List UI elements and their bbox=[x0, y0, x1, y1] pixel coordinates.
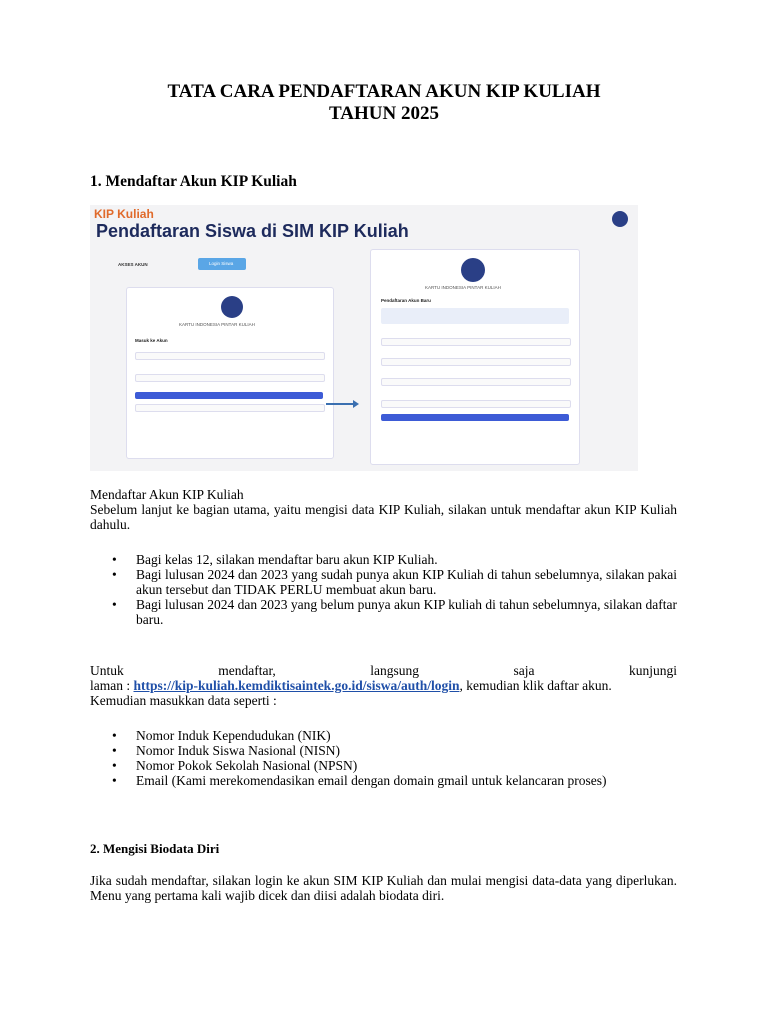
title-line-1: TATA CARA PENDAFTARAN AKUN KIP KULIAH bbox=[167, 81, 601, 102]
login-register-link bbox=[135, 404, 325, 412]
login-field-1 bbox=[135, 352, 325, 360]
section-2-heading: 2. Mengisi Biodata Diri bbox=[90, 841, 220, 856]
register-field-nisn bbox=[381, 358, 571, 366]
title-line-2: TAHUN 2025 bbox=[329, 103, 439, 124]
list-item: • Nomor Pokok Sekolah Nasional (NPSN) bbox=[90, 758, 677, 773]
flow-arrow-icon bbox=[326, 403, 354, 405]
login-submit bbox=[135, 392, 323, 399]
visit-line-2 bbox=[90, 678, 677, 693]
register-field-email bbox=[381, 400, 571, 408]
register-info-box bbox=[381, 308, 569, 324]
register-submit bbox=[381, 414, 569, 421]
list-item: • Email (Kami merekomendasikan email dengan domain gmail untuk kelancaran proses) bbox=[90, 773, 677, 788]
eligibility-list bbox=[90, 552, 677, 627]
login-field-2 bbox=[135, 374, 325, 382]
visit-prefix: laman : bbox=[90, 678, 134, 693]
visit-suffix: , kemudian klik daftar akun. bbox=[459, 678, 612, 693]
tab-login-siswa bbox=[198, 258, 246, 270]
kip-logo-icon bbox=[221, 296, 243, 318]
section-1-intro: Sebelum lanjut ke bagian utama, yaitu mengisi data KIP Kuliah, silakan untuk mendaftar akun KIP Kuliah dahulu. bbox=[90, 502, 677, 532]
list-item: • Nomor Induk Siswa Nasional (NISN) bbox=[90, 743, 677, 758]
required-fields-list bbox=[90, 728, 677, 788]
list-item: • Bagi lulusan 2024 dan 2023 yang belum punya akun KIP kuliah di tahun sebelumnya, silakan daftar baru. bbox=[90, 597, 677, 627]
screenshot-caption: Mendaftar Akun KIP Kuliah bbox=[90, 487, 244, 502]
visit-line-1: Untuk mendaftar, langsung saja kunjungi bbox=[90, 663, 677, 678]
tab-login-label: Login Siswa bbox=[209, 261, 234, 266]
login-panel bbox=[126, 287, 334, 459]
register-field-nik bbox=[381, 338, 571, 346]
list-item: • Bagi kelas 12, silakan mendaftar baru akun KIP Kuliah. bbox=[90, 552, 677, 567]
login-card-title: KARTU INDONESIA PINTAR KULIAH bbox=[179, 322, 255, 327]
register-heading: Pendaftaran Akun Baru bbox=[381, 298, 431, 303]
document-title bbox=[0, 81, 768, 125]
screenshot-brand: KIP Kuliah bbox=[94, 207, 154, 221]
register-field-npsn bbox=[381, 378, 571, 386]
list-item: • Nomor Induk Kependudukan (NIK) bbox=[90, 728, 677, 743]
register-card-title: KARTU INDONESIA PINTAR KULIAH bbox=[425, 285, 501, 290]
tab-akses-akun: AKSES AKUN bbox=[118, 262, 148, 267]
screenshot-banner: Pendaftaran Siswa di SIM KIP Kuliah bbox=[96, 221, 409, 241]
visit-line-3: Kemudian masukkan data seperti : bbox=[90, 693, 277, 708]
section-1-heading: 1. Mendaftar Akun KIP Kuliah bbox=[90, 173, 297, 190]
list-item: • Bagi lulusan 2024 dan 2023 yang sudah punya akun KIP Kuliah di tahun sebelumnya, silakan pakai akun tersebut dan TIDAK PERLU membuat akun baru. bbox=[90, 567, 677, 597]
ministry-logo-icon bbox=[612, 211, 628, 227]
register-panel bbox=[370, 249, 580, 465]
registration-link[interactable]: https://kip-kuliah.kemdiktisaintek.go.id/siswa/auth/login bbox=[133, 678, 460, 693]
registration-screenshot bbox=[90, 205, 638, 471]
login-heading: Masuk ke Akun bbox=[135, 338, 168, 343]
kip-logo-icon-2 bbox=[461, 258, 485, 282]
section-2-body: Jika sudah mendaftar, silakan login ke akun SIM KIP Kuliah dan mulai mengisi data-data yang diperlukan. Menu yang pertama kali wajib dicek dan diisi adalah biodata diri. bbox=[90, 873, 677, 903]
